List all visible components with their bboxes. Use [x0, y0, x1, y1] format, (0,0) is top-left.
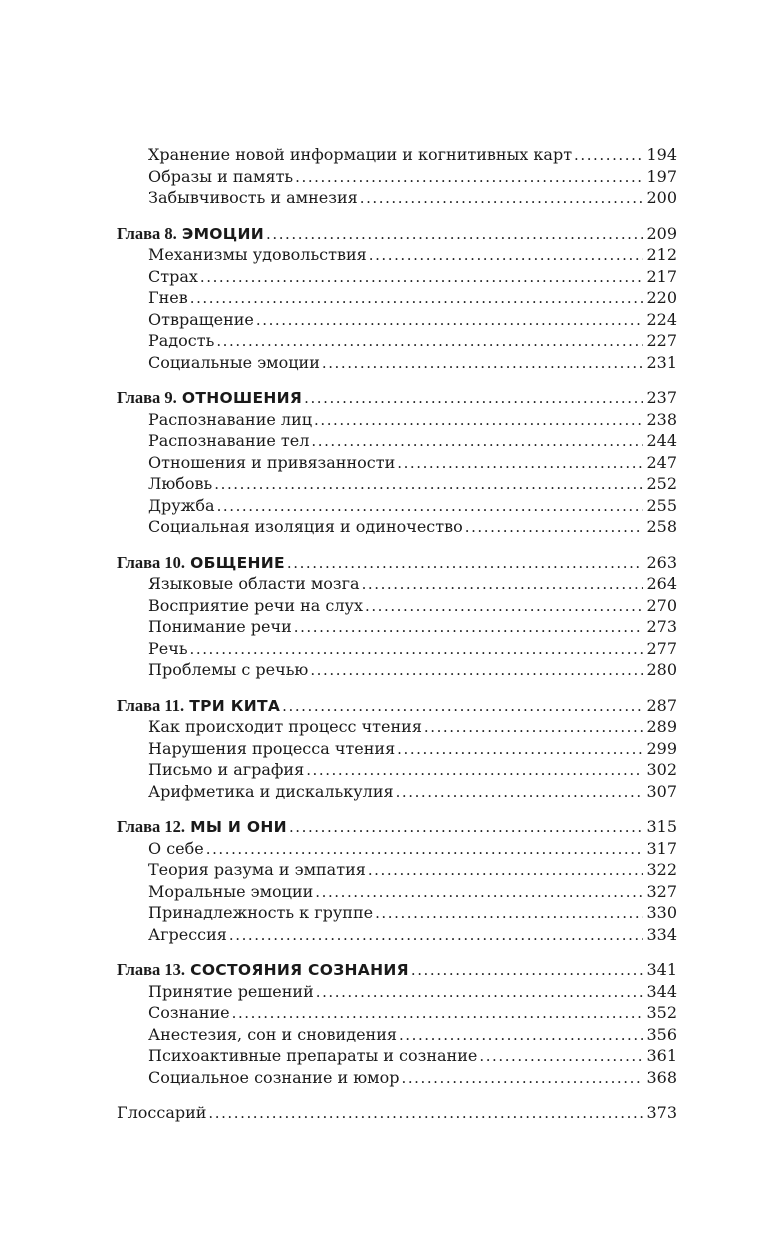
toc-entry[interactable] — [117, 573, 677, 595]
toc-entry-page: 231 — [646, 352, 677, 372]
toc-entry-page: 352 — [646, 1003, 677, 1022]
toc-entry-page: 302 — [646, 760, 677, 779]
chapter-label: Глава 9. — [117, 388, 177, 407]
dot-leader — [289, 817, 644, 839]
toc-entry[interactable] — [117, 266, 677, 288]
toc-chapter-title — [117, 552, 287, 575]
toc-entry[interactable] — [117, 166, 677, 188]
toc-chapter-title — [117, 223, 266, 246]
toc-entry-page: 289 — [646, 717, 677, 736]
toc-chapter-11 — [117, 695, 677, 803]
toc-entry-page: 299 — [646, 738, 677, 758]
toc-entry[interactable] — [117, 409, 677, 431]
toc-entry-title: Письмо и аграфия — [148, 760, 305, 779]
chapter-label: Глава 8. — [117, 223, 177, 243]
toc-entry-page: 368 — [646, 1067, 677, 1087]
dot-leader — [229, 925, 644, 947]
toc-continued-section — [117, 144, 677, 209]
dot-leader — [424, 717, 644, 739]
toc-entry-title: Образы и память — [148, 166, 294, 186]
toc-entry-title: Агрессия — [148, 924, 227, 944]
table-of-contents — [117, 144, 677, 1124]
dot-leader — [306, 760, 643, 782]
toc-entry[interactable] — [117, 330, 677, 352]
toc-entry-title: Анестезия, сон и сновидения — [148, 1024, 397, 1044]
toc-entry-page: 270 — [646, 595, 677, 615]
toc-entry-title: Социальные эмоции — [148, 352, 320, 372]
toc-chapter-heading[interactable] — [117, 816, 677, 838]
toc-entry[interactable] — [117, 495, 677, 517]
toc-entry-title: Психоактивные препараты и сознание — [148, 1046, 478, 1065]
toc-entry-title: Речь — [148, 638, 188, 658]
toc-entry-page: 255 — [646, 495, 677, 515]
dot-leader — [282, 696, 643, 718]
chapter-label: Глава 11. — [117, 695, 185, 715]
toc-entry-title: Механизмы удовольствия — [148, 245, 367, 264]
toc-entry-title: Проблемы с речью — [148, 660, 309, 679]
toc-chapter-page: 341 — [646, 960, 677, 979]
toc-chapter-9 — [117, 387, 677, 538]
toc-entry-title: Дружба — [148, 495, 215, 515]
dot-leader — [574, 145, 643, 167]
toc-entry[interactable] — [117, 881, 677, 903]
dot-leader — [375, 903, 643, 925]
chapter-label: Глава 10. — [117, 552, 186, 572]
toc-entry[interactable] — [117, 244, 677, 266]
dot-leader — [397, 739, 643, 761]
toc-chapter-13 — [117, 959, 677, 1088]
dot-leader — [208, 1103, 643, 1125]
dot-leader — [314, 410, 643, 432]
toc-entry[interactable] — [117, 738, 677, 760]
toc-entry-page: 322 — [646, 860, 677, 879]
toc-entry[interactable] — [117, 187, 677, 209]
toc-entry[interactable] — [117, 616, 677, 638]
toc-chapter-heading[interactable] — [117, 959, 677, 981]
toc-entry[interactable] — [117, 859, 677, 881]
toc-entry-title: Теория разума и эмпатия — [148, 860, 366, 879]
toc-entry-page: 220 — [646, 288, 677, 307]
toc-entry-title: Хранение новой информации и когнитивных карт — [148, 145, 573, 164]
toc-entry-title: О себе — [148, 838, 204, 858]
toc-entry-title: Как происходит процесс чтения — [148, 717, 422, 736]
toc-chapter-heading[interactable] — [117, 552, 677, 574]
dot-leader — [295, 167, 643, 189]
dot-leader — [397, 453, 643, 475]
toc-entry[interactable] — [117, 981, 677, 1003]
dot-leader — [190, 639, 644, 661]
toc-chapter-page: 209 — [646, 223, 677, 243]
toc-entry-title: Нарушения процесса чтения — [148, 738, 396, 758]
toc-chapter-heading[interactable] — [117, 387, 677, 409]
toc-entry-title: Отвращение — [148, 309, 254, 329]
toc-entry-page: 280 — [646, 660, 677, 679]
toc-entry-page: 224 — [646, 309, 677, 329]
toc-entry-title: Понимание речи — [148, 617, 292, 636]
toc-chapter-title — [117, 387, 304, 410]
toc-glossary[interactable] — [117, 1102, 677, 1124]
dot-leader — [200, 267, 644, 289]
dot-leader — [479, 1046, 643, 1068]
dot-leader — [399, 1025, 644, 1047]
toc-entry-title: Восприятие речи на слух — [148, 595, 363, 615]
toc-entry[interactable] — [117, 638, 677, 660]
toc-entry-title: Сознание — [148, 1003, 230, 1022]
toc-entry[interactable] — [117, 1067, 677, 1089]
toc-glossary-page: 373 — [646, 1103, 677, 1122]
dot-leader — [217, 496, 644, 518]
dot-leader — [396, 782, 644, 804]
toc-entry-title: Распознавание лиц — [148, 409, 313, 429]
toc-entry-page: 307 — [646, 781, 677, 801]
toc-entry[interactable] — [117, 287, 677, 309]
toc-entry-page: 200 — [646, 188, 677, 207]
dot-leader — [310, 660, 643, 682]
dot-leader — [190, 288, 644, 310]
toc-entry[interactable] — [117, 352, 677, 374]
toc-entry-page: 252 — [646, 474, 677, 493]
dot-leader — [316, 982, 644, 1004]
toc-entry[interactable] — [117, 473, 677, 495]
dot-leader — [287, 553, 644, 575]
dot-leader — [360, 188, 644, 210]
toc-entry-title: Любовь — [148, 474, 213, 493]
chapter-heading: СОСТОЯНИЯ СОЗНАНИЯ — [190, 961, 409, 979]
toc-entry[interactable] — [117, 659, 677, 681]
toc-glossary-title: Глоссарий — [117, 1103, 207, 1122]
toc-entry[interactable] — [117, 430, 677, 452]
toc-entry-title: Радость — [148, 331, 215, 350]
toc-entry-page: 317 — [646, 838, 677, 858]
dot-leader — [465, 517, 644, 539]
toc-entry[interactable] — [117, 452, 677, 474]
toc-entry[interactable] — [117, 309, 677, 331]
toc-entry-page: 344 — [646, 981, 677, 1001]
dot-leader — [266, 224, 643, 246]
dot-leader — [256, 310, 644, 332]
dot-leader — [362, 574, 644, 596]
dot-leader — [365, 596, 643, 618]
toc-chapter-heading[interactable] — [117, 223, 677, 245]
toc-chapter-title — [117, 695, 282, 718]
toc-entry-page: 361 — [646, 1046, 677, 1065]
toc-chapter-8 — [117, 223, 677, 374]
toc-entry[interactable] — [117, 516, 677, 538]
dot-leader — [304, 388, 643, 410]
toc-entry-page: 244 — [646, 431, 677, 450]
toc-chapter-12 — [117, 816, 677, 945]
toc-entry-title: Страх — [148, 266, 198, 286]
toc-entry[interactable] — [117, 144, 677, 166]
toc-entry-page: 327 — [646, 881, 677, 901]
toc-entry-page: 330 — [646, 903, 677, 922]
dot-leader — [369, 245, 644, 267]
chapter-heading: ТРИ КИТА — [189, 696, 281, 715]
toc-entry[interactable] — [117, 838, 677, 860]
toc-entry-title: Гнев — [148, 288, 188, 307]
toc-entry-page: 217 — [646, 266, 677, 286]
chapter-label: Глава 13. — [117, 960, 186, 979]
toc-entry[interactable] — [117, 1045, 677, 1067]
dot-leader — [411, 960, 644, 982]
chapter-heading: МЫ И ОНИ — [190, 818, 287, 836]
toc-entry-page: 277 — [646, 638, 677, 658]
toc-entry[interactable] — [117, 595, 677, 617]
toc-entry[interactable] — [117, 759, 677, 781]
dot-leader — [322, 353, 644, 375]
chapter-heading: ОБЩЕНИЕ — [190, 553, 285, 572]
dot-leader — [311, 431, 643, 453]
toc-entry-page: 194 — [646, 145, 677, 164]
toc-entry-title: Моральные эмоции — [148, 881, 314, 901]
toc-entry-page: 238 — [646, 409, 677, 429]
toc-entry-title: Принадлежность к группе — [148, 903, 374, 922]
toc-entry-page: 264 — [646, 574, 677, 593]
toc-entry[interactable] — [117, 781, 677, 803]
toc-entry[interactable] — [117, 902, 677, 924]
toc-chapter-title — [117, 959, 411, 982]
dot-leader — [294, 617, 644, 639]
toc-chapter-page: 315 — [646, 817, 677, 836]
toc-entry-title: Отношения и привязанности — [148, 452, 396, 472]
dot-leader — [232, 1003, 644, 1025]
toc-entry-page: 334 — [646, 924, 677, 944]
toc-entry-title: Принятие решений — [148, 981, 314, 1001]
dot-leader — [214, 474, 643, 496]
chapter-label: Глава 12. — [117, 817, 186, 836]
toc-entry-page: 227 — [646, 331, 677, 350]
toc-chapter-page: 263 — [646, 552, 677, 572]
toc-chapter-page: 287 — [646, 695, 677, 715]
toc-chapter-title — [117, 816, 289, 839]
toc-entry-title: Социальное сознание и юмор — [148, 1067, 400, 1087]
toc-entry-page: 212 — [646, 245, 677, 264]
toc-entry-page: 247 — [646, 452, 677, 472]
dot-leader — [206, 839, 644, 861]
toc-chapter-heading[interactable] — [117, 695, 677, 717]
toc-entry[interactable] — [117, 1024, 677, 1046]
chapter-heading: ОТНОШЕНИЯ — [181, 389, 303, 407]
chapter-heading: ЭМОЦИИ — [181, 224, 265, 243]
toc-chapter-10 — [117, 552, 677, 681]
toc-entry-title: Арифметика и дискалькулия — [148, 781, 394, 801]
toc-entry[interactable] — [117, 716, 677, 738]
toc-entry[interactable] — [117, 1002, 677, 1024]
toc-entry-title: Забывчивость и амнезия — [148, 188, 358, 207]
toc-entry[interactable] — [117, 924, 677, 946]
dot-leader — [315, 882, 643, 904]
toc-entry-page: 273 — [646, 617, 677, 636]
dot-leader — [216, 331, 643, 353]
toc-entry-title: Социальная изоляция и одиночество — [148, 517, 463, 536]
toc-chapter-page: 237 — [646, 388, 677, 407]
toc-entry-page: 258 — [646, 517, 677, 536]
toc-entry-title: Языковые области мозга — [148, 574, 360, 593]
toc-entry-page: 197 — [646, 166, 677, 186]
dot-leader — [402, 1068, 644, 1090]
toc-entry-page: 356 — [646, 1024, 677, 1044]
toc-entry-title: Распознавание тел — [148, 431, 310, 450]
dot-leader — [368, 860, 644, 882]
